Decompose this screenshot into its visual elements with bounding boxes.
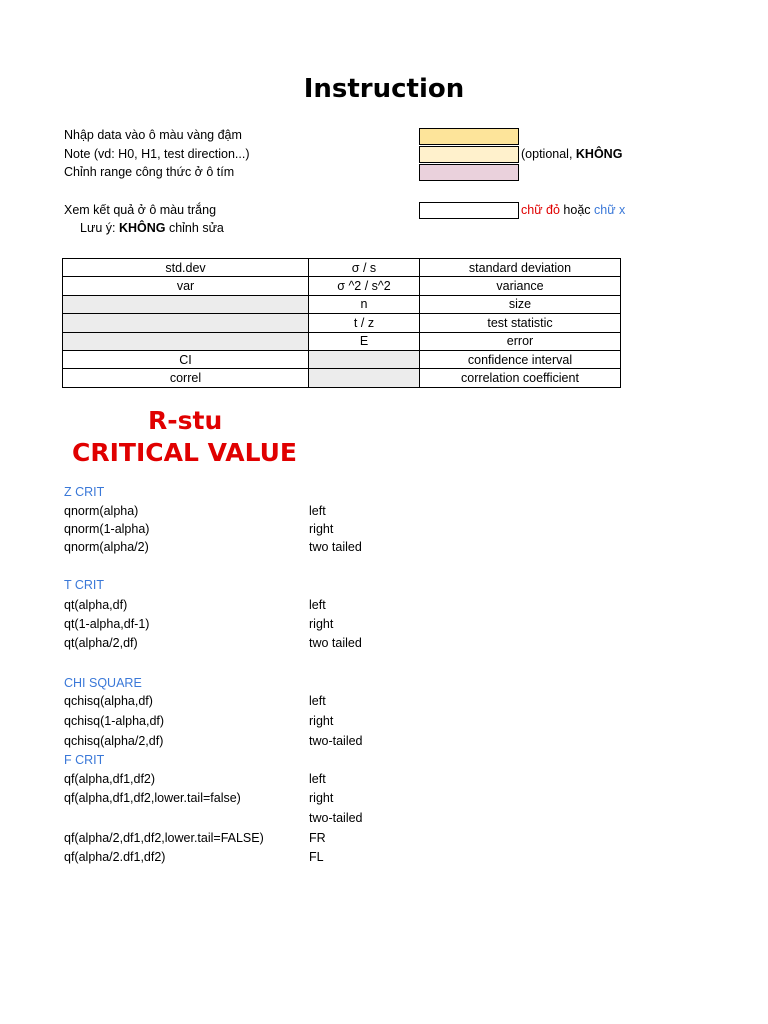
direction-text: FR xyxy=(309,831,326,845)
formula-text: qt(alpha,df) xyxy=(64,598,128,612)
formula-text: qnorm(alpha/2) xyxy=(64,540,149,554)
formula-text: qnorm(alpha) xyxy=(64,504,139,518)
instruction-line-5 xyxy=(80,221,224,235)
direction-text: right xyxy=(309,714,334,728)
legend-cell-a[interactable] xyxy=(63,295,309,313)
direction-text: two-tailed xyxy=(309,811,363,825)
legend-row xyxy=(63,295,621,313)
optional-bold: KHÔNG xyxy=(575,147,623,161)
formula-text: qf(alpha/2.df1,df2) xyxy=(64,850,166,864)
direction-text: left xyxy=(309,504,326,518)
range-cell-purple[interactable] xyxy=(419,164,519,181)
formula-text: qf(alpha,df1,df2) xyxy=(64,772,156,786)
warning-prefix: Lưu ý: xyxy=(80,221,119,235)
instruction-line-2: Note (vd: H0, H1, test direction...) xyxy=(64,147,250,161)
direction-text: two tailed xyxy=(309,540,362,554)
blue-text-note: chữ x xyxy=(594,203,626,217)
optional-note xyxy=(521,147,622,161)
color-note xyxy=(521,203,626,217)
direction-text: left xyxy=(309,598,326,612)
legend-cell-c[interactable]: correlation coefficient xyxy=(420,369,621,387)
formula-text: qt(1-alpha,df-1) xyxy=(64,617,150,631)
legend-cell-b[interactable]: t / z xyxy=(309,314,420,332)
legend-cell-a[interactable] xyxy=(63,314,309,332)
legend-cell-a[interactable]: std.dev xyxy=(63,259,309,277)
legend-cell-a[interactable]: var xyxy=(63,277,309,295)
formula-text: qt(alpha/2,df) xyxy=(64,636,138,650)
symbol-legend-table xyxy=(62,258,621,388)
legend-row xyxy=(63,332,621,350)
t-crit-title: T CRIT xyxy=(64,578,105,592)
z-crit-title: Z CRIT xyxy=(64,485,105,499)
result-cell-white[interactable] xyxy=(419,202,519,219)
legend-cell-a[interactable]: correl xyxy=(63,369,309,387)
or-text: hoặc xyxy=(559,203,595,217)
note-cell-yellow-light[interactable] xyxy=(419,146,519,163)
direction-text: right xyxy=(309,617,334,631)
direction-text: right xyxy=(309,522,334,536)
formula-text: qf(alpha,df1,df2,lower.tail=false) xyxy=(64,791,241,805)
legend-cell-c[interactable]: variance xyxy=(420,277,621,295)
legend-row xyxy=(63,259,621,277)
legend-cell-a[interactable] xyxy=(63,332,309,350)
formula-text: qnorm(1-alpha) xyxy=(64,522,150,536)
red-text-note: chữ đỏ xyxy=(521,203,560,217)
legend-cell-b[interactable]: n xyxy=(309,295,420,313)
direction-text: left xyxy=(309,772,326,786)
formula-text: qchisq(alpha,df) xyxy=(64,694,153,708)
legend-row xyxy=(63,277,621,295)
legend-cell-b[interactable]: E xyxy=(309,332,420,350)
legend-cell-c[interactable]: size xyxy=(420,295,621,313)
direction-text: two-tailed xyxy=(309,734,363,748)
legend-cell-c[interactable]: standard deviation xyxy=(420,259,621,277)
formula-text: qf(alpha/2,df1,df2,lower.tail=FALSE) xyxy=(64,831,264,845)
instruction-line-3: Chỉnh range công thức ở ô tím xyxy=(64,165,235,179)
r-stu-heading: R-stu xyxy=(148,406,223,435)
formula-text: qchisq(1-alpha,df) xyxy=(64,714,165,728)
legend-cell-b[interactable] xyxy=(309,350,420,368)
direction-text: left xyxy=(309,694,326,708)
instruction-line-1: Nhập data vào ô màu vàng đậm xyxy=(64,128,242,142)
warning-suffix: chỉnh sửa xyxy=(165,221,224,235)
legend-cell-c[interactable]: confidence interval xyxy=(420,350,621,368)
f-crit-title: F CRIT xyxy=(64,753,105,767)
legend-cell-b[interactable]: σ ^2 / s^2 xyxy=(309,277,420,295)
legend-cell-b[interactable] xyxy=(309,369,420,387)
legend-cell-a[interactable]: CI xyxy=(63,350,309,368)
legend-cell-c[interactable]: error xyxy=(420,332,621,350)
legend-row xyxy=(63,369,621,387)
legend-row xyxy=(63,314,621,332)
optional-prefix: (optional, xyxy=(521,147,576,161)
legend-row xyxy=(63,350,621,368)
legend-cell-c[interactable]: test statistic xyxy=(420,314,621,332)
direction-text: two tailed xyxy=(309,636,362,650)
chi-square-title: CHI SQUARE xyxy=(64,676,142,690)
input-cell-yellow-dark[interactable] xyxy=(419,128,519,145)
warning-bold: KHÔNG xyxy=(118,221,166,235)
page-title: Instruction xyxy=(303,74,465,104)
direction-text: right xyxy=(309,791,334,805)
direction-text: FL xyxy=(309,850,324,864)
critical-value-heading: CRITICAL VALUE xyxy=(72,438,297,467)
legend-cell-b[interactable]: σ / s xyxy=(309,259,420,277)
formula-text: qchisq(alpha/2,df) xyxy=(64,734,164,748)
instruction-line-4: Xem kết quả ở ô màu trắng xyxy=(64,203,217,217)
